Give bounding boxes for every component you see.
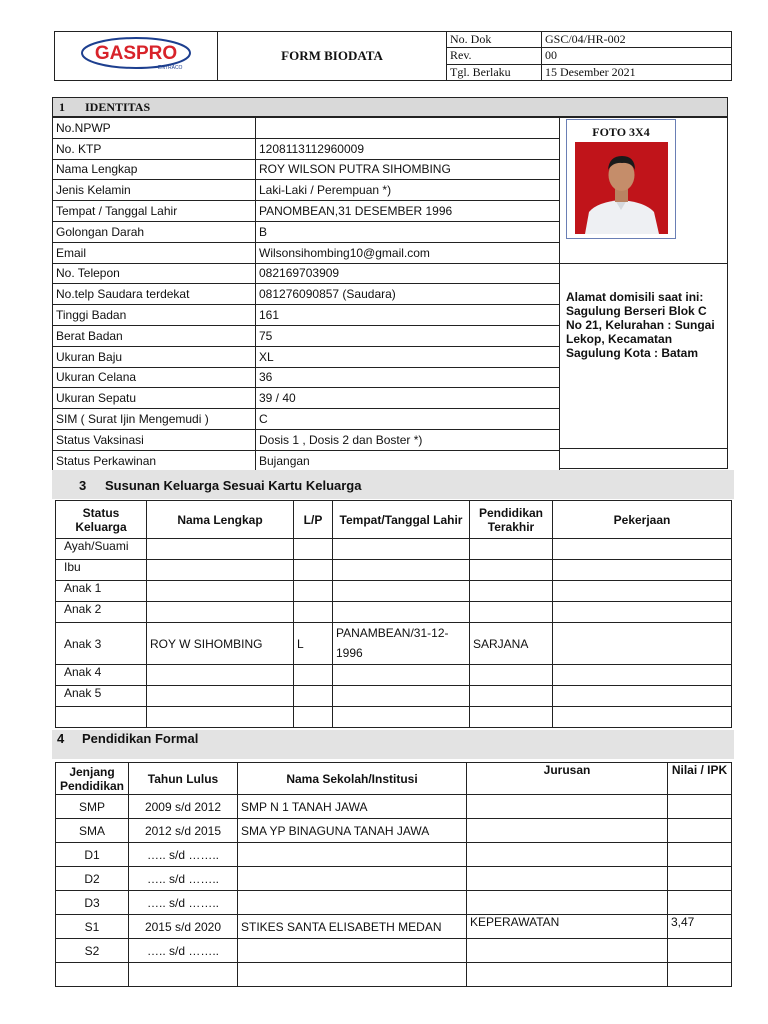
col-tahun: Tahun Lulus <box>129 763 238 795</box>
education-cell <box>467 819 668 843</box>
education-row <box>56 819 732 843</box>
education-cell: 2009 s/d 2012 <box>129 795 238 819</box>
education-cell <box>668 843 732 867</box>
field-value: 36 <box>256 367 560 388</box>
gaspro-logo-icon <box>80 36 192 72</box>
family-row <box>56 623 732 665</box>
family-cell <box>147 686 294 707</box>
identitas-row <box>53 201 560 222</box>
family-cell <box>553 623 732 665</box>
family-cell <box>333 665 470 686</box>
field-label: Berat Badan <box>53 325 256 346</box>
field-label: No.NPWP <box>53 118 256 139</box>
family-cell: Anak 1 <box>56 581 147 602</box>
family-cell <box>147 539 294 560</box>
family-cell <box>294 707 333 728</box>
education-cell <box>238 843 467 867</box>
field-value <box>256 118 560 139</box>
identitas-row <box>53 450 560 471</box>
family-cell <box>147 581 294 602</box>
identitas-row <box>53 221 560 242</box>
field-value: 1208113112960009 <box>256 138 560 159</box>
identitas-row <box>53 284 560 305</box>
section-title: Susunan Keluarga Sesuai Kartu Keluarga <box>105 478 362 493</box>
education-cell <box>668 795 732 819</box>
company-logo <box>55 32 218 81</box>
family-cell <box>553 707 732 728</box>
field-value: PANOMBEAN,31 DESEMBER 1996 <box>256 201 560 222</box>
field-label: No. KTP <box>53 138 256 159</box>
education-cell: D2 <box>56 867 129 891</box>
family-cell: Anak 2 <box>56 602 147 623</box>
field-label: Tempat / Tanggal Lahir <box>53 201 256 222</box>
field-label: Ukuran Baju <box>53 346 256 367</box>
education-cell <box>467 843 668 867</box>
col-lp: L/P <box>294 501 333 539</box>
education-cell: D1 <box>56 843 129 867</box>
field-label: Ukuran Sepatu <box>53 388 256 409</box>
meta-value: GSC/04/HR-002 <box>542 32 732 48</box>
logo-subtext: ENTRACO <box>158 65 183 71</box>
education-cell: ….. s/d …….. <box>129 867 238 891</box>
family-cell <box>553 581 732 602</box>
education-cell <box>668 939 732 963</box>
logo-text: GASPRO <box>94 43 178 64</box>
meta-key: No. Dok <box>447 32 542 48</box>
family-cell: Anak 5 <box>56 686 147 707</box>
family-cell <box>470 707 553 728</box>
education-cell: 2015 s/d 2020 <box>129 915 238 939</box>
col-pendidikan: Pendidikan Terakhir <box>470 501 553 539</box>
identitas-row <box>53 367 560 388</box>
education-cell: SMP <box>56 795 129 819</box>
field-label: Jenis Kelamin <box>53 180 256 201</box>
domicile-address: Alamat domisili saat ini: Sagulung Berseri Blok C No 21, Kelurahan : Sungai Lekop, Kecamatan Sagulung Kota : Batam <box>566 290 715 360</box>
field-value: Wilsonsihombing10@gmail.com <box>256 242 560 263</box>
education-cell <box>668 867 732 891</box>
col-ttl: Tempat/Tanggal Lahir <box>333 501 470 539</box>
identitas-row <box>53 118 560 139</box>
education-cell: S2 <box>56 939 129 963</box>
field-label: SIM ( Surat Ijin Mengemudi ) <box>53 409 256 430</box>
family-cell <box>294 560 333 581</box>
education-row <box>56 843 732 867</box>
col-jenjang: Jenjang Pendidikan <box>56 763 129 795</box>
family-cell <box>294 602 333 623</box>
section-keluarga-header <box>52 470 734 499</box>
education-cell <box>238 939 467 963</box>
education-cell: ….. s/d …….. <box>129 843 238 867</box>
col-ipk: Nilai / IPK <box>668 763 732 795</box>
family-row <box>56 707 732 728</box>
family-row <box>56 560 732 581</box>
education-cell <box>467 939 668 963</box>
family-row <box>56 539 732 560</box>
family-cell <box>333 539 470 560</box>
education-cell: 2012 s/d 2015 <box>129 819 238 843</box>
section-number: 3 <box>79 478 87 493</box>
field-value: XL <box>256 346 560 367</box>
section-title: Pendidikan Formal <box>82 731 199 746</box>
col-sekolah: Nama Sekolah/Institusi <box>238 763 467 795</box>
family-cell <box>56 707 147 728</box>
family-cell <box>333 581 470 602</box>
education-cell: D3 <box>56 891 129 915</box>
education-row <box>56 939 732 963</box>
family-cell <box>294 665 333 686</box>
meta-value: 15 Desember 2021 <box>542 64 732 80</box>
education-row <box>56 963 732 987</box>
family-row <box>56 602 732 623</box>
family-cell <box>294 686 333 707</box>
col-jurusan: Jurusan <box>467 763 668 795</box>
family-cell <box>147 560 294 581</box>
family-cell <box>553 602 732 623</box>
education-cell <box>668 891 732 915</box>
field-label: Tinggi Badan <box>53 305 256 326</box>
education-row <box>56 867 732 891</box>
education-cell <box>467 963 668 987</box>
field-value: ROY WILSON PUTRA SIHOMBING <box>256 159 560 180</box>
education-cell <box>467 795 668 819</box>
meta-key: Tgl. Berlaku <box>447 64 542 80</box>
family-cell: ROY W SIHOMBING <box>147 623 294 665</box>
family-table <box>55 500 732 728</box>
education-table <box>55 762 732 987</box>
field-label: Golongan Darah <box>53 221 256 242</box>
family-cell: Anak 3 <box>56 623 147 665</box>
field-label: Status Vaksinasi <box>53 429 256 450</box>
col-pekerjaan: Pekerjaan <box>553 501 732 539</box>
identitas-table <box>52 117 560 472</box>
meta-key: Rev. <box>447 48 542 64</box>
education-row <box>56 795 732 819</box>
identitas-row <box>53 242 560 263</box>
education-cell <box>467 867 668 891</box>
identitas-row <box>53 138 560 159</box>
education-cell: SMP N 1 TANAH JAWA <box>238 795 467 819</box>
family-cell <box>294 581 333 602</box>
field-label: Status Perkawinan <box>53 450 256 471</box>
family-cell <box>553 686 732 707</box>
field-value: 39 / 40 <box>256 388 560 409</box>
section-number: 1 <box>59 100 65 114</box>
col-status: Status Keluarga <box>56 501 147 539</box>
identitas-row <box>53 180 560 201</box>
identitas-row <box>53 346 560 367</box>
family-cell: PANAMBEAN/31-12-1996 <box>333 623 470 665</box>
section-number: 4 <box>57 731 65 746</box>
meta-value: 00 <box>542 48 732 64</box>
family-cell <box>333 686 470 707</box>
education-cell: ….. s/d …….. <box>129 939 238 963</box>
family-cell: L <box>294 623 333 665</box>
identitas-row <box>53 429 560 450</box>
field-value: 161 <box>256 305 560 326</box>
identitas-row <box>53 325 560 346</box>
family-cell <box>553 539 732 560</box>
education-cell: S1 <box>56 915 129 939</box>
field-label: No. Telepon <box>53 263 256 284</box>
family-cell: SARJANA <box>470 623 553 665</box>
identitas-row <box>53 305 560 326</box>
field-label: Ukuran Celana <box>53 367 256 388</box>
family-row <box>56 581 732 602</box>
form-title: FORM BIODATA <box>218 32 447 81</box>
identitas-row <box>53 409 560 430</box>
field-value: C <box>256 409 560 430</box>
profile-photo <box>575 142 668 234</box>
family-cell <box>553 560 732 581</box>
education-row <box>56 915 732 939</box>
col-nama: Nama Lengkap <box>147 501 294 539</box>
family-row <box>56 686 732 707</box>
divider <box>559 263 728 264</box>
education-row <box>56 891 732 915</box>
education-cell <box>238 963 467 987</box>
family-cell <box>470 581 553 602</box>
field-value: Bujangan <box>256 450 560 471</box>
education-cell <box>467 891 668 915</box>
family-cell <box>147 602 294 623</box>
education-cell <box>668 963 732 987</box>
family-cell <box>470 539 553 560</box>
divider <box>559 448 728 449</box>
education-cell <box>238 867 467 891</box>
field-label: Nama Lengkap <box>53 159 256 180</box>
family-cell <box>553 665 732 686</box>
education-cell <box>668 819 732 843</box>
family-cell <box>333 560 470 581</box>
family-cell <box>333 707 470 728</box>
field-value: Dosis 1 , Dosis 2 dan Boster *) <box>256 429 560 450</box>
section-identitas-header <box>52 97 728 117</box>
family-cell <box>147 707 294 728</box>
field-value: 082169703909 <box>256 263 560 284</box>
education-cell: SMA YP BINAGUNA TANAH JAWA <box>238 819 467 843</box>
family-cell <box>470 602 553 623</box>
person-photo-icon <box>575 142 668 234</box>
field-label: Email <box>53 242 256 263</box>
field-value: 75 <box>256 325 560 346</box>
education-cell: 3,47 <box>668 915 732 939</box>
education-cell: KEPERAWATAN <box>467 915 668 939</box>
family-cell: Ayah/Suami <box>56 539 147 560</box>
education-cell <box>56 963 129 987</box>
family-cell <box>470 686 553 707</box>
family-cell <box>333 602 470 623</box>
identitas-row <box>53 388 560 409</box>
education-cell <box>129 963 238 987</box>
family-cell: Ibu <box>56 560 147 581</box>
field-label: No.telp Saudara terdekat <box>53 284 256 305</box>
identitas-row <box>53 159 560 180</box>
family-cell <box>470 665 553 686</box>
family-row <box>56 665 732 686</box>
identitas-row <box>53 263 560 284</box>
field-value: Laki-Laki / Perempuan *) <box>256 180 560 201</box>
education-cell: STIKES SANTA ELISABETH MEDAN <box>238 915 467 939</box>
family-cell <box>470 560 553 581</box>
photo-label: FOTO 3X4 <box>592 125 650 139</box>
field-value: 081276090857 (Saudara) <box>256 284 560 305</box>
field-value: B <box>256 221 560 242</box>
family-cell <box>294 539 333 560</box>
section-title: IDENTITAS <box>85 100 151 114</box>
education-cell: ….. s/d …….. <box>129 891 238 915</box>
education-cell: SMA <box>56 819 129 843</box>
form-header <box>54 31 732 81</box>
family-cell <box>147 665 294 686</box>
section-pendidikan-header <box>52 730 734 759</box>
education-cell <box>238 891 467 915</box>
family-cell: Anak 4 <box>56 665 147 686</box>
